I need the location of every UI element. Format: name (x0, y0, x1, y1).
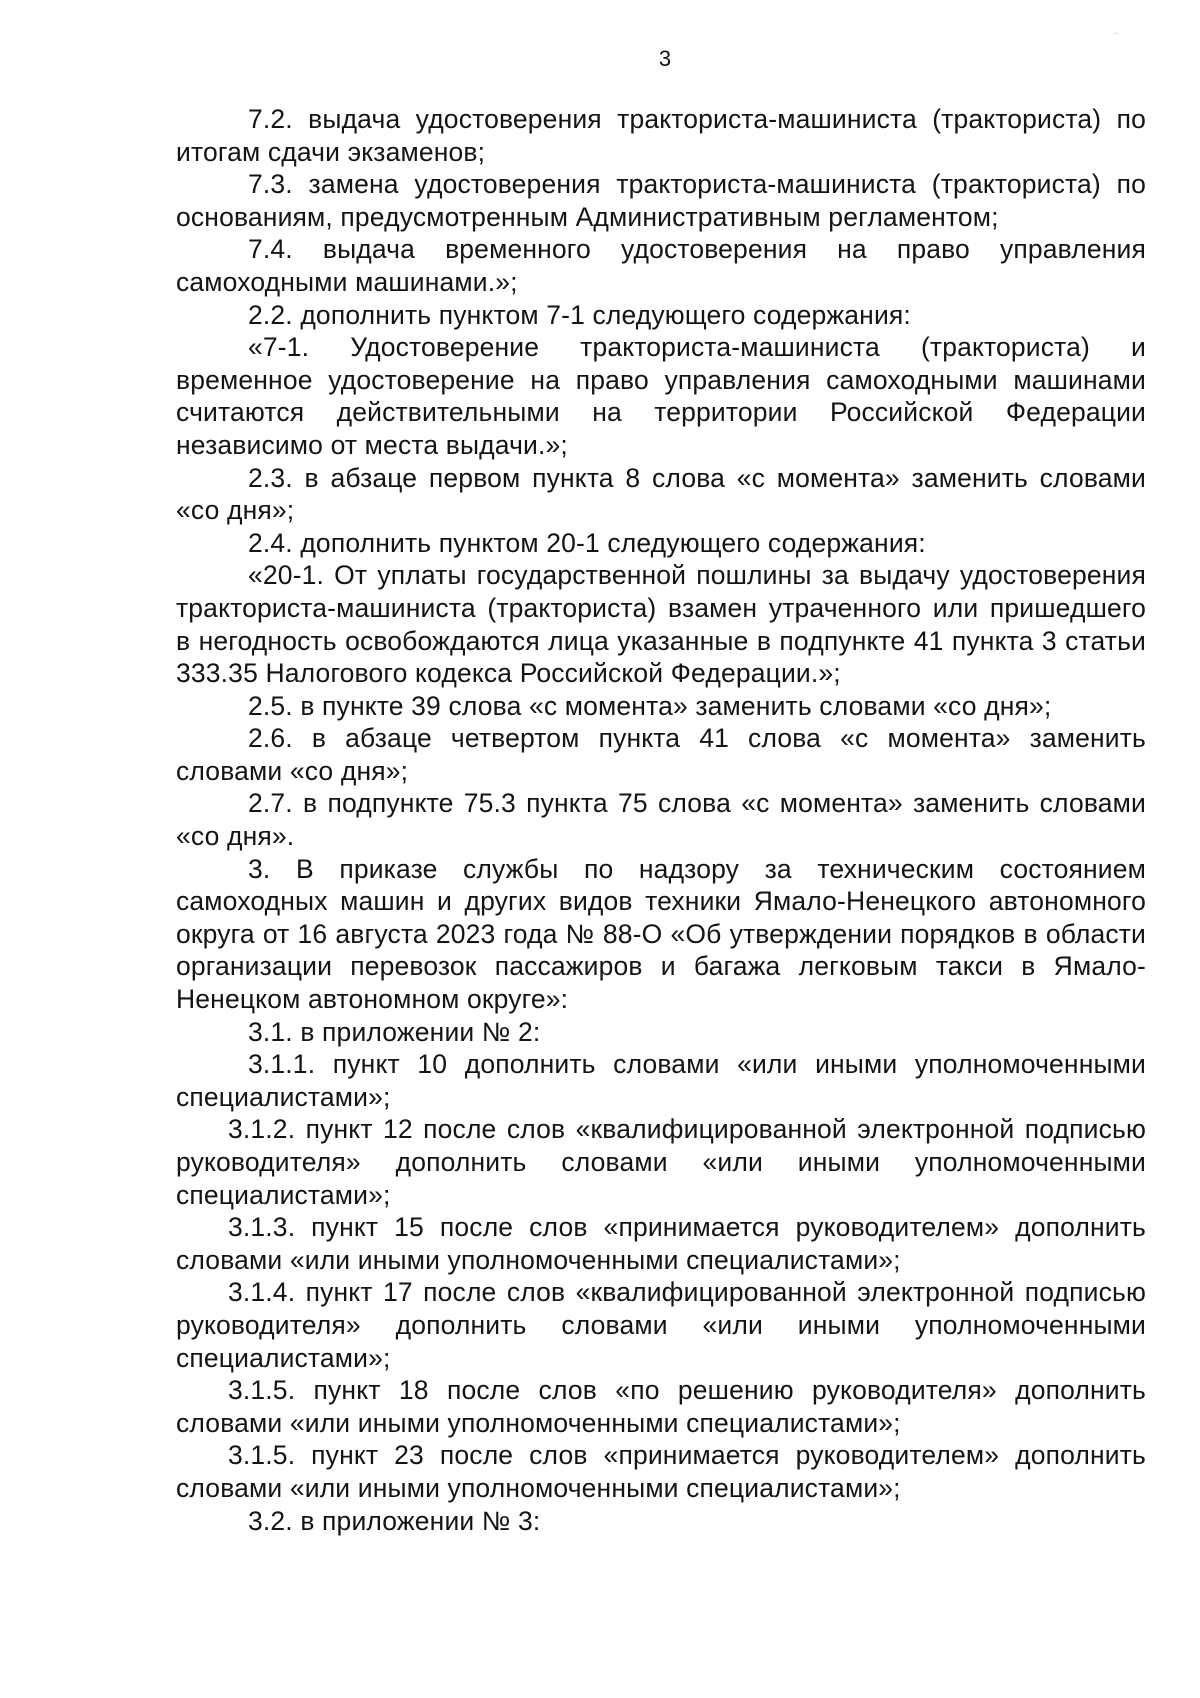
paragraph-7-2: 7.2. выдача удостоверения тракториста-машиниста (тракториста) по итогам сдачи экзаменов; (176, 104, 1146, 167)
paragraph-3-1-2: 3.1.2. пункт 12 после слов «квалифицированной электронной подписью руководителя» дополнить словами «или иными уполномоченными специалистами»; (176, 1114, 1146, 1210)
paragraph-3-1-1: 3.1.1. пункт 10 дополнить словами «или иными уполномоченными специалистами»; (176, 1049, 1146, 1112)
paragraph-3-1: 3.1. в приложении № 2: (248, 1016, 541, 1047)
paragraph-2-3: 2.3. в абзаце первом пункта 8 слова «с момента» заменить словами «со дня»; (176, 462, 1146, 526)
paragraph-2-5: 2.5. в пункте 39 слова «с момента» заменить словами «со дня»; (248, 690, 1052, 721)
paragraph-3-1-5-b: 3.1.5. пункт 23 после слов «принимается руководителем» дополнить словами «или иными уполномоченными специалистами»; (176, 1440, 1146, 1503)
paragraph-2-2: 2.2. дополнить пунктом 7-1 следующего содержания: (248, 299, 911, 330)
paragraph-3-1-3: 3.1.3. пункт 15 после слов «принимается руководителем» дополнить словами «или иными уполномоченными специалистами»; (176, 1212, 1146, 1275)
paragraph-3-1-5-a: 3.1.5. пункт 18 после слов «по решению руководителя» дополнить словами «или иными уполномоченными специалистами»; (176, 1375, 1146, 1438)
paragraph-3-1-4: 3.1.4. пункт 17 после слов «квалифицированной электронной подписью руководителя» дополнить словами «или иными уполномоченными специалистами»; (176, 1277, 1146, 1373)
paragraph-7-4: 7.4. выдача временного удостоверения на право управления самоходными машинами.»; (176, 234, 1146, 297)
paragraph-7-1-quote: «7-1. Удостоверение тракториста-машиниста (тракториста) и временное удостоверение на право управления самоходными машинами считаются действительными на территории Российской Федерации независимо от места выдачи.»; (176, 332, 1146, 460)
scan-speck (1114, 33, 1117, 34)
paragraph-20-1-quote: «20-1. От уплаты государственной пошлины за выдачу удостоверения тракториста-машиниста (тракториста) взамен утраченного или пришедшего в негодность освобождаются лица указанные в подпункте 41 пункта 3 статьи 333.35 Налогового кодекса Российской Федерации.»; (176, 560, 1146, 689)
paragraph-3-2: 3.2. в приложении № 3: (248, 1505, 541, 1536)
paragraph-7-3: 7.3. замена удостоверения тракториста-машиниста (тракториста) по основаниям, предусмотренным Административным регламентом; (176, 169, 1146, 232)
document-body (176, 103, 1146, 1537)
paragraph-2-6: 2.6. в абзаце четвертом пункта 41 слова «с момента» заменить словами «со дня»; (176, 723, 1146, 786)
page-number: 3 (658, 46, 672, 71)
paragraph-2-4: 2.4. дополнить пунктом 20-1 следующего содержания: (248, 527, 926, 558)
paragraph-3: 3. В приказе службы по надзору за техническим состоянием самоходных машин и других видов техники Ямало-Ненецкого автономного округа от 16 августа 2023 года № 88-О «Об утверждении порядков в области организации перевозок пассажиров и багажа легковым такси в Ямало-Ненецком автономном округе»: (176, 853, 1146, 1015)
paragraph-2-7: 2.7. в подпункте 75.3 пункта 75 слова «с момента» заменить словами «со дня». (176, 788, 1146, 852)
